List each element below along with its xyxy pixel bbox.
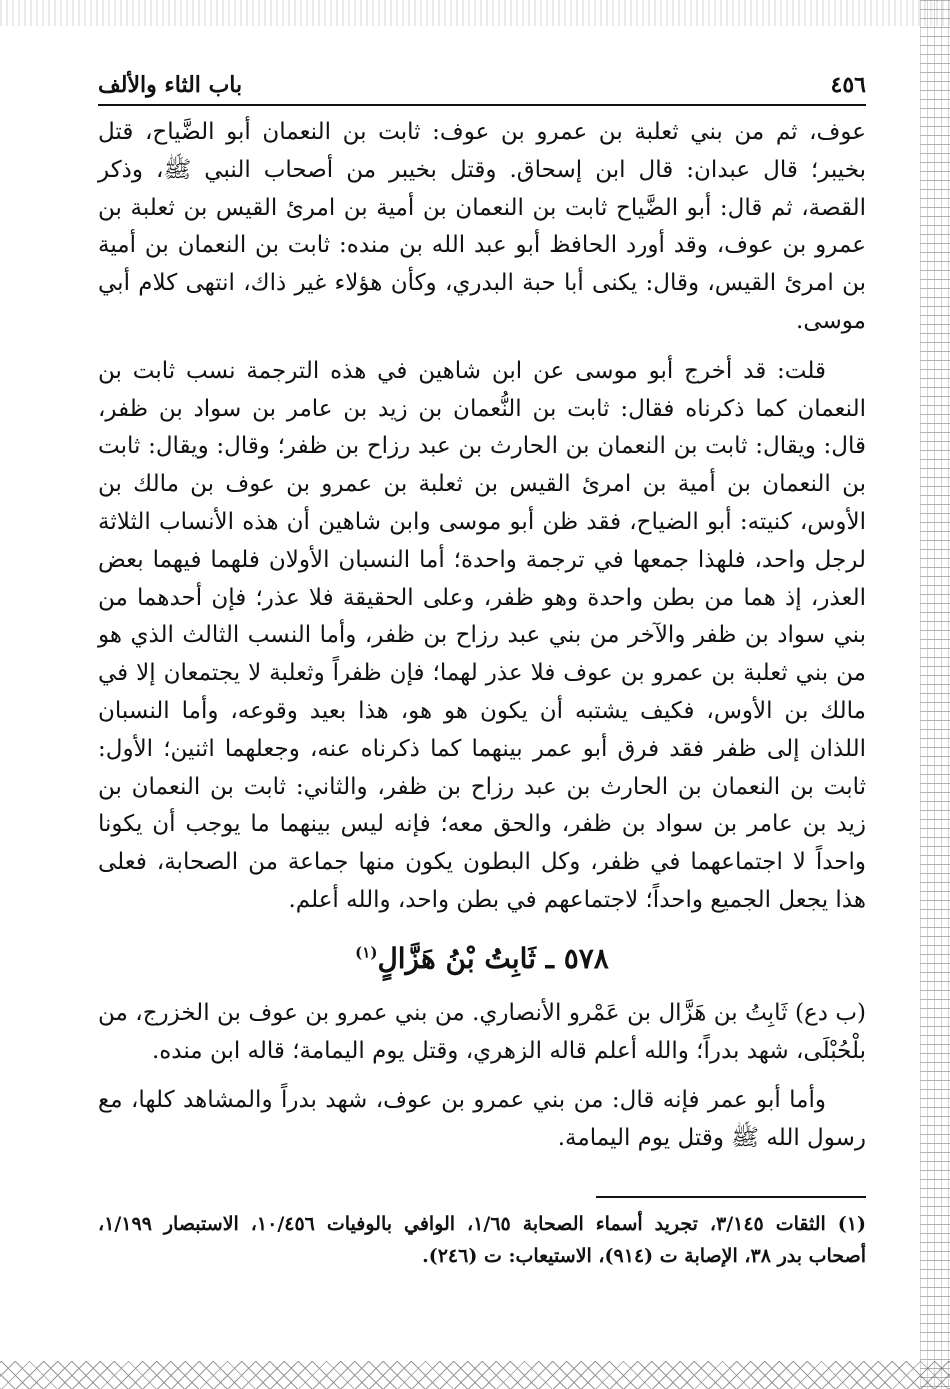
entry-paragraph: (ب دع) ثَابِتُ بن هَزَّال بن عَمْرو الأنصاري. من بني عمرو بن عوف بن الخزرج، من بلْحُبْلَى، شهد بدراً؛ والله أعلم قاله الزهري، وقتل يوم اليمامة؛ قاله ابن منده. (98, 999, 866, 1064)
entry-heading (98, 942, 866, 975)
book-page (98, 72, 866, 1272)
footnotes (98, 1208, 866, 1272)
footnote-marker: (١) (355, 943, 378, 962)
body-paragraph: عوف، ثم من بني ثعلبة بن عمرو بن عوف: ثابت بن النعمان أبو الضَّياح، قتل بخيبر؛ قال عبدان: قال ابن إسحاق. وقتل بخيبر من أصحاب النبي ﷺ، وذكر القصة، ثم قال: أبو الضَّياح ثابت بن النعمان بن أمية بن امرئ القيس بن ثعلبة بن عمرو بن عوف، وقد أورد الحافظ أبو عبد الله بن منده: ثابت بن النعمان بن أمية بن امرئ القيس، وقال: يكنى أبا حبة البدري، وكأن هؤلاء غير ذاك، انتهى كلام أبي موسى. (98, 119, 866, 334)
entry-number: ٥٧٨ (563, 941, 609, 975)
page-edge-top (0, 0, 950, 26)
entry-paragraph: وأما أبو عمر فإنه قال: من بني عمرو بن عوف، شهد بدراً والمشاهد كلها، مع رسول الله ﷺ وقتل يوم اليمامة. (98, 1087, 866, 1152)
footnote: (١) الثقات ٣/١٤٥، تجريد أسماء الصحابة ١/٦٥، الوافي بالوفيات ١٠/٤٥٦، الاستبصار ١/١٩٩، أصحاب بدر ٣٨، الإصابة ت (٩١٤)، الاستيعاب: ت (٢٤٦). (98, 1212, 866, 1267)
decorative-border-right (920, 0, 950, 1389)
running-header (98, 72, 866, 106)
page-number: ٤٥٦ (830, 72, 866, 98)
body-paragraph: قلت: قد أخرج أبو موسى عن ابن شاهين في هذه الترجمة نسب ثابت بن النعمان كما ذكرناه فقال: ثابت بن النُّعمان بن زيد بن عامر بن سواد بن ظفر، قال: ويقال: ثابت بن النعمان بن الحارث بن عبد رزاح بن ظفر؛ وقال: ويقال: ثابت بن النعمان بن أمية بن امرئ القيس بن ثعلبة بن عمرو بن عوف بن مالك بن الأوس، كنيته: أبو الضياح، فقد ظن أبو موسى وابن شاهين أن هذه الأنساب الثلاثة لرجل واحد، فلهذا جمعها في ترجمة واحدة؛ أما النسبان الأولان فلهما فيهما بعض العذر، إذ هما من بطن واحدة وهو ظفر، وعلى الحقيقة فلا عذر؛ فإن أحدهما من بني سواد بن ظفر والآخر من بني عبد رزاح بن ظفر، وأما النسب الثالث الذي هو من بني ثعلبة بن عمرو بن عوف فلا عذر لهما؛ فإن ظفراً وثعلبة لا يجتمعان إلا في مالك بن الأوس، فكيف يشتبه أن يكون هو هو، هذا بعيد وقوعه، وأما النسبان اللذان إلى ظفر فقد فرق أبو عمر بينهما كما ذكرناه عنه، وجعلهما اثنين؛ الأول: ثابت بن النعمان بن الحارث بن عبد رزاح بن ظفر، والثاني: ثابت بن النعمان بن زيد بن عامر بن سواد بن ظفر، والحق معه؛ فإنه ليس بينهما ما يوجب أن يكونا واحداً لا اجتماعهما في ظفر، وكل البطون يكون منها جماعة من الصحابة، فعلى هذا يجعل الجميع واحداً؛ لاجتماعهم في بطن واحد، والله أعلم. (98, 357, 866, 913)
footnote-divider (596, 1196, 866, 1198)
chapter-title: باب الثاء والألف (98, 72, 243, 98)
entry-name: ثَابِتُ بْنُ هَزَّالٍ (377, 941, 536, 975)
entry-separator: ـ (545, 941, 554, 975)
decorative-border-bottom (0, 1361, 950, 1389)
